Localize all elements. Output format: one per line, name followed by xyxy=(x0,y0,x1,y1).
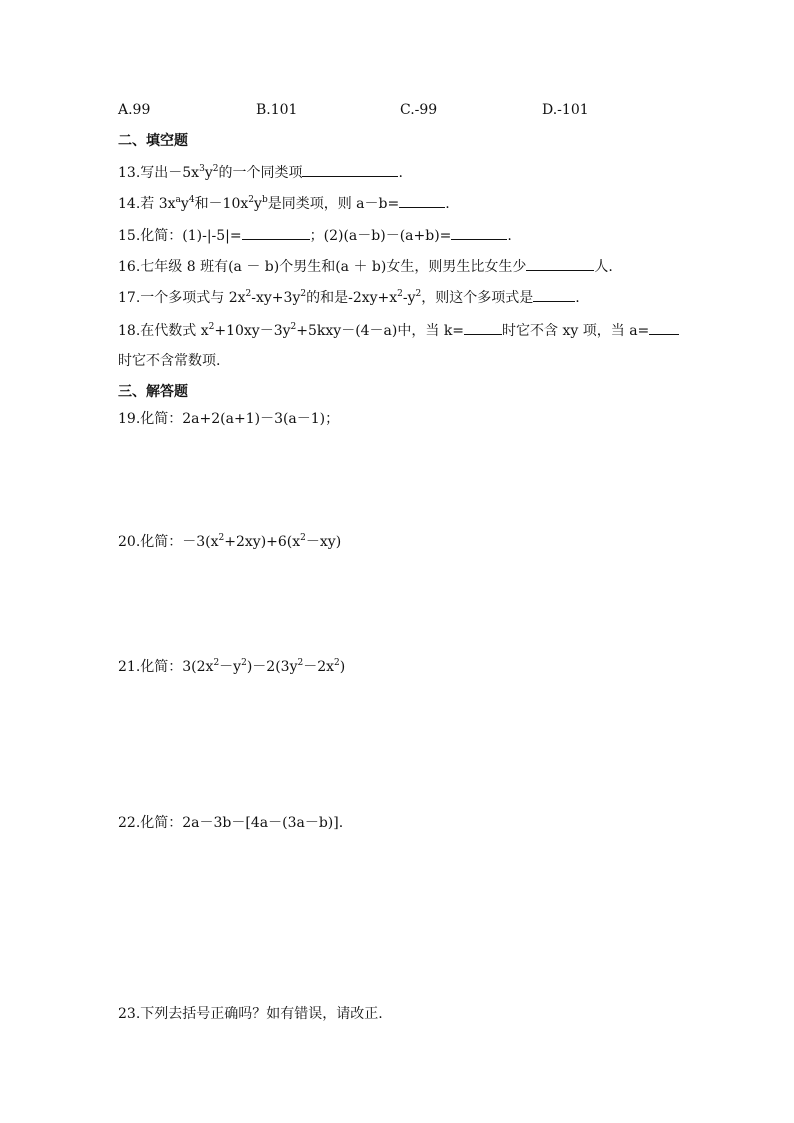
q20-text-pre: 20.化简：－3(x xyxy=(118,534,219,550)
q13-period: . xyxy=(398,165,403,181)
question-20 xyxy=(118,532,341,552)
q17-text-post: ，则这个多项式是 xyxy=(421,290,534,306)
q18-answer-blank-a[interactable] xyxy=(649,320,679,335)
q20-exp-1: 2 xyxy=(218,533,225,543)
q16-text-pre: 16.七年级 8 班有(a － b)个男生和(a ＋ b)女生，则男生比女生少 xyxy=(118,259,527,275)
q20-text-mid: +2xy)+6(x xyxy=(224,534,301,550)
q17-exp-2: 2 xyxy=(300,289,307,299)
option-a: A.99 xyxy=(118,102,151,118)
q17-exp-3: 2 xyxy=(397,289,403,299)
q17-exp-4: 2 xyxy=(415,289,422,299)
question-19: 19.化简：2a+2(a+1)－3(a－1)； xyxy=(118,411,340,427)
option-c: C.-99 xyxy=(400,102,438,118)
q14-text-mid: 和－10x xyxy=(194,196,249,212)
question-18 xyxy=(118,320,679,341)
q17-text-pre: 17.一个多项式与 2x xyxy=(118,290,246,306)
question-22: 22.化简：2a－3b－[4a－(3a－b)]. xyxy=(118,815,344,831)
section-title-solve: 三、解答题 xyxy=(118,384,188,400)
q15-text-pre: 15.化简：(1)-|-5|= xyxy=(118,228,242,244)
q20-text-post: －xy) xyxy=(305,534,342,550)
answer-options-row xyxy=(118,100,718,120)
q20-exp-2: 2 xyxy=(300,533,306,543)
q21-text-m2: )－2(3y xyxy=(246,659,298,675)
q14-exp-b: b xyxy=(261,195,268,205)
q16-answer-blank[interactable] xyxy=(526,256,594,271)
q21-exp-1: 2 xyxy=(213,658,220,668)
option-b: B.101 xyxy=(256,102,298,118)
q15-text-mid: ；(2)(a－b)－(a+b)= xyxy=(309,228,452,244)
q21-exp-2: 2 xyxy=(241,658,247,668)
q13-text-pre: 13.写出－5x xyxy=(118,165,200,181)
q14-period: . xyxy=(445,196,450,212)
q18-exp-2: 2 xyxy=(290,322,297,332)
q17-period: . xyxy=(575,290,580,306)
q14-exp-4: 4 xyxy=(188,195,195,205)
question-18-continuation: 时它不含常数项. xyxy=(118,353,221,369)
q14-text-y: y xyxy=(180,196,189,212)
q14-text-post: 是同类项，则 a－b= xyxy=(267,196,400,212)
section-title-fill-in: 二、填空题 xyxy=(118,133,188,149)
q16-text-end: 人. xyxy=(594,259,613,275)
question-23: 23.下列去括号正确吗？如有错误，请改正. xyxy=(118,1006,383,1022)
question-15 xyxy=(118,225,512,246)
q14-answer-blank[interactable] xyxy=(399,193,445,208)
q15-answer-blank-2[interactable] xyxy=(451,225,507,240)
q21-text-m3: －2x xyxy=(303,659,335,675)
question-13 xyxy=(118,162,403,183)
q18-text-m1: +10xy－3y xyxy=(214,323,291,339)
q13-text-mid: y xyxy=(204,165,213,181)
q18-text-m2: +5kxy－(4－a)中，当 k= xyxy=(296,323,465,339)
q14-exp-2: 2 xyxy=(248,195,255,205)
question-14 xyxy=(118,193,450,214)
q21-exp-4: 2 xyxy=(334,658,340,668)
q15-answer-blank-1[interactable] xyxy=(242,225,310,240)
q17-text-m2: 的和是-2xy+x xyxy=(306,290,398,306)
question-16 xyxy=(118,256,613,277)
q13-answer-blank[interactable] xyxy=(302,162,398,177)
q13-exp-y: 2 xyxy=(212,164,219,174)
q14-exp-a: a xyxy=(175,195,181,205)
option-d: D.-101 xyxy=(542,102,589,118)
q21-exp-3: 2 xyxy=(297,658,304,668)
question-21 xyxy=(118,657,345,677)
q18-text-m3: 时它不含 xy 项，当 a= xyxy=(502,323,650,339)
q14-text-y2: y xyxy=(254,196,262,212)
q21-text-pre: 21.化简：3(2x xyxy=(118,659,214,675)
q13-text-post: 的一个同类项 xyxy=(218,165,303,181)
q21-text-m1: －y xyxy=(219,659,242,675)
q17-text-m3: -y xyxy=(402,290,416,306)
q21-text-post: ) xyxy=(339,659,346,675)
q17-answer-blank[interactable] xyxy=(533,287,575,302)
q18-answer-blank-k[interactable] xyxy=(464,320,502,335)
q17-exp-1: 2 xyxy=(245,289,252,299)
q14-text-pre: 14.若 3x xyxy=(118,196,176,212)
q15-period: . xyxy=(507,228,512,244)
question-17 xyxy=(118,287,580,308)
q17-text-m1: -xy+3y xyxy=(251,290,301,306)
q13-exp-x: 3 xyxy=(199,164,205,174)
q18-text-pre: 18.在代数式 x xyxy=(118,323,209,339)
q18-exp-1: 2 xyxy=(208,322,215,332)
